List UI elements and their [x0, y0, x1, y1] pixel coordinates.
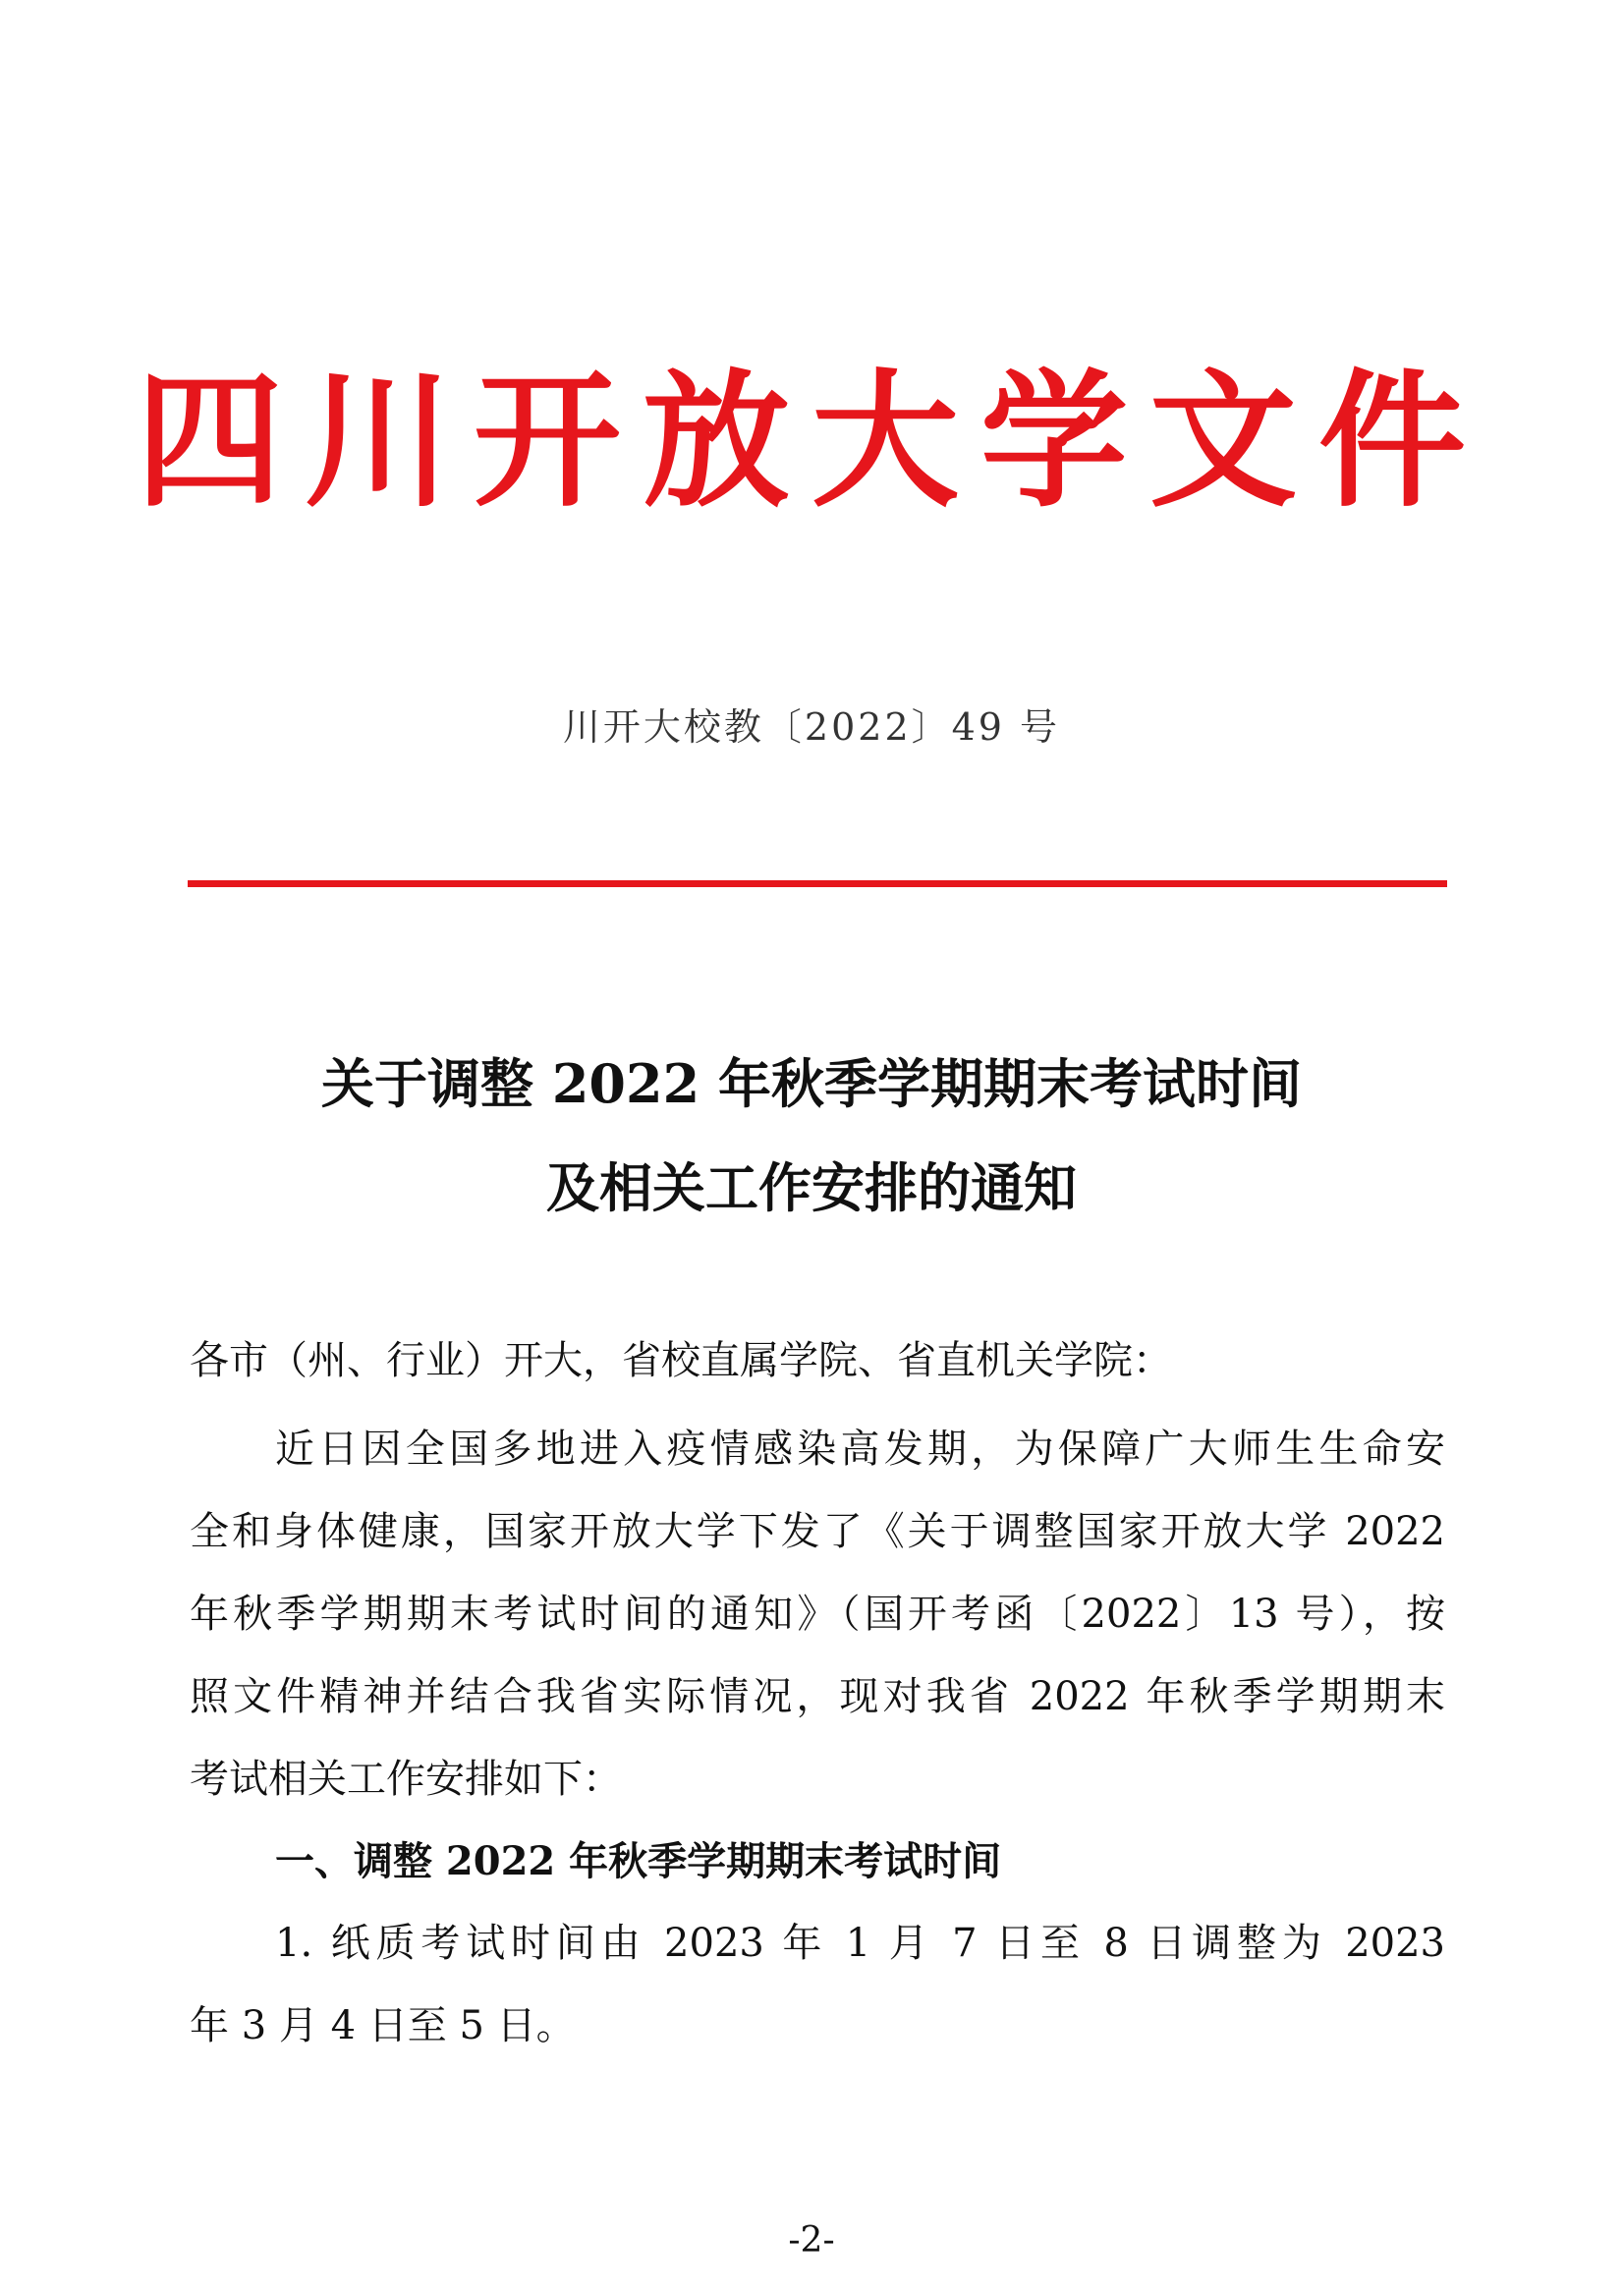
item-1-line-1: 1. 纸质考试时间由 2023 年 1 月 7 日至 8 日调整为 2023 — [275, 1921, 1445, 1966]
document-number: 川开大校教〔2022〕49 号 — [562, 705, 1061, 749]
page-number: -2- — [788, 2220, 835, 2261]
notice-title-line-2: 及相关工作安排的通知 — [546, 1156, 1077, 1219]
paragraph-1-line-3: 年秋季学期期末考试时间的通知》（国开考函〔2022〕13 号），按 — [190, 1592, 1445, 1637]
paragraph-1-line-5: 考试相关工作安排如下： — [190, 1757, 622, 1802]
paragraph-1-line-2: 全和身体健康，国家开放大学下发了《关于调整国家开放大学 2022 — [190, 1509, 1445, 1554]
paragraph-1-line-4: 照文件精神并结合我省实际情况，现对我省 2022 年秋季学期期末 — [190, 1674, 1445, 1719]
item-1-line-2: 年 3 月 4 日至 5 日。 — [190, 2003, 576, 2048]
red-divider-line — [188, 880, 1447, 887]
paragraph-1-line-1: 近日因全国多地进入疫情感染高发期，为保障广大师生生命安 — [275, 1427, 1445, 1472]
document-masthead: 四川开放大学文件 — [135, 357, 1487, 528]
notice-title-line-1: 关于调整 2022 年秋季学期期末考试时间 — [321, 1052, 1302, 1115]
salutation: 各市（州、行业）开大，省校直属学院、省直机关学院： — [190, 1338, 1172, 1383]
section-1-heading: 一、调整 2022 年秋季学期期末考试时间 — [275, 1838, 1002, 1884]
